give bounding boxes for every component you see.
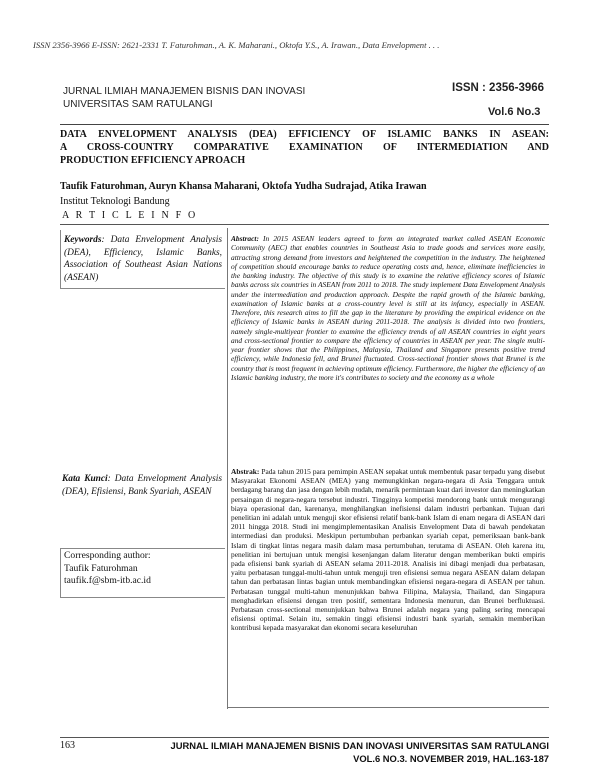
abstract-english-label: Abstract: <box>231 234 259 243</box>
corresponding-author-name: Taufik Faturohman <box>64 562 138 574</box>
corresponding-author-email[interactable]: taufik.f@sbm-itb.ac.id <box>64 575 151 587</box>
paper-title <box>60 128 549 167</box>
keywords-text: : Data Envelopment Analysis (DEA), Efficiency, Islamic Banks, Association of Southeast Asian Nations (ASEAN) <box>64 235 222 283</box>
affiliation: Institut Teknologi Bandung <box>60 196 170 207</box>
abstract-english <box>231 234 545 382</box>
abstract-indonesian-text: Pada tahun 2015 para pemimpin ASEAN sepakat untuk membentuk pasar terpadu yang disebut Masyarakat Ekonomi ASEAN (MEA) yang memungkinkan negara-negara di Asia Tenggara untuk berdagang barang dan jasa dengan lebih mudah, menarik permintaan kuat dari investor dan meningkatkan persaingan di negara-negara tersebut industri. Tingginya kompetisi mendorong bank untuk mengurangi biaya operasional dan, karenanya, menghilangkan inefisiensi dalam industri perbankan. Tujuan dari penelitian ini adalah untuk menguji skor efisiensi relatif bank-bank Islam di enam negara di ASEAN dari 2011 hingga 2018. Studi ini mengimplementasikan Analisis Envelopment Data di bawah pendekatan intermediasi dan produksi. Meskipun pertumbuhan perbankan syariah cepat, pemeriksaan bank-bank Islam di tingkat lintas negara masih dalam masa pertumbuhan, terutama di ASEAN. Oleh karena itu, penelitian ini bertujuan untuk mengisi kesenjangan dalam literatur dengan memberikan bukti empiris pada efisiensi bank syariah di ASEAN selama 2011-2018. Analisis ini dibagi menjadi dua perbatasan, yaitu perbatasan tunggal-multi-tahun untuk menguji tren efisiensi semua negara ASEAN dalam delapan tahun dan perbatasan lintas bagian untuk membandingkan efisiensi negara-negara di ASEAN per tahun. Perbatasan tunggal multi-tahun menunjukkan bahwa Filipina, Malaysia, Thailand, dan Singapura menghadirkan efisiensi dengan tren positif, sementara Indonesia menurun, dan Brunei berfluktuasi. Perbatasan cross-sectional menunjukkan bahwa Brunei adalah negara yang paling sering mencapai efisiensi optimal. Selain itu, semakin tinggi efisiensi industri bank syariah, semakin memberikan kontribusi kepada masyarakat dan ekonomi secara keseluruhan <box>231 467 546 633</box>
journal-name-line2: UNIVERSITAS SAM RATULANGI <box>63 99 213 110</box>
author-list: Taufik Faturohman, Auryn Khansa Maharani, Oktofa Yudha Sudrajad, Atika Irawan <box>60 181 427 192</box>
header-divider <box>60 124 549 125</box>
corresponding-author <box>64 550 222 588</box>
issn-label: ISSN : 2356-3966 <box>452 82 545 94</box>
page-number: 163 <box>60 740 75 751</box>
footer-journal-name: JURNAL ILMIAH MANAJEMEN BISNIS DAN INOVASI UNIVERSITAS SAM RATULANGI <box>170 740 549 751</box>
journal-name-line1: JURNAL ILMIAH MANAJEMEN BISNIS DAN INOVASI <box>63 86 306 97</box>
running-head: ISSN 2356-3966 E-ISSN: 2621-2331 T. Faturohman., A. K. Maharani., Oktofa Y.S., A. Irawan., Data Envelopment . . . <box>33 40 440 50</box>
keywords <box>64 234 222 284</box>
corresponding-author-label: Corresponding author: <box>64 550 151 561</box>
kata-kunci <box>62 473 222 498</box>
keywords-label: Keywords <box>64 235 102 245</box>
kata-kunci-label: Kata Kunci <box>62 474 108 484</box>
title-line-2: A CROSS-COUNTRY COMPARATIVE EXAMINATION OF INTERMEDIATION AND <box>60 142 549 153</box>
journal-name <box>63 85 363 111</box>
abstract-indonesian-label: Abstrak: <box>231 467 260 476</box>
column-divider <box>227 228 228 709</box>
title-line-1: DATA ENVELOPMENT ANALYSIS (DEA) EFFICIENCY OF ISLAMIC BANKS IN ASEAN: <box>60 129 549 140</box>
volume-label: Vol.6 No.3 <box>488 106 541 118</box>
footer-journal <box>147 740 549 765</box>
abstract-indonesian <box>231 467 545 633</box>
abstract-bottom-rule <box>227 707 549 708</box>
footer-issue: VOL.6 NO.3. NOVEMBER 2019, HAL.163-187 <box>353 752 549 764</box>
abstract-english-text: In 2015 ASEAN leaders agreed to form an integrated market called ASEAN Economic Community (AEC) that enables countries in Southeast Asia to trade goods and services more easily, attracting strong demand from investors and heightened the competition in the industry. The heightened of competition should encourage banks to reduce operating costs and, hence, eliminate inefficiencies in the banking industry. The objective of this study is to examine the relative efficiency scores of Islamic banks across six countries in ASEAN from 2011 to 2018. The study implement Data Envelopment Analysis under the intermediation and production approach. Despite the rapid growth of the Islamic banking, examination of Islamic banks at a cross-country level is still at its infancy, especially in ASEAN. Therefore, this research aims to fill the gap in the literature by providing the empirical evidence on the efficiency of Islamic banks in ASEAN during 2011-2018. The analysis is divided into two frontiers, namely single-multiyear frontier to examine the efficiency trends of all ASEAN countries in eight years and cross-sectional frontier to compare the efficiency of countries in ASEAN per year. The single multi-year frontier shows that the Philippines, Malaysia, Thailand and Singapore presents positive trend efficiency, while Indonesia fell, and Brunei fluctuated. Cross-sectional frontier shows that Brunei is the country that is most frequent in achieving optimum efficiency. Furthermore, the higher the efficiency of an Islamic banking industry, the more it's contributes to society and the economy as a whole <box>231 234 546 382</box>
footer-divider <box>60 737 549 738</box>
article-info-divider <box>60 224 549 225</box>
title-line-3: PRODUCTION EFFICIENCY APROACH <box>60 155 246 166</box>
article-info-heading: A R T I C L E I N F O <box>62 210 198 221</box>
kata-kunci-text: : Data Envelopment Analysis (DEA), Efisiensi, Bank Syariah, ASEAN <box>62 474 222 497</box>
